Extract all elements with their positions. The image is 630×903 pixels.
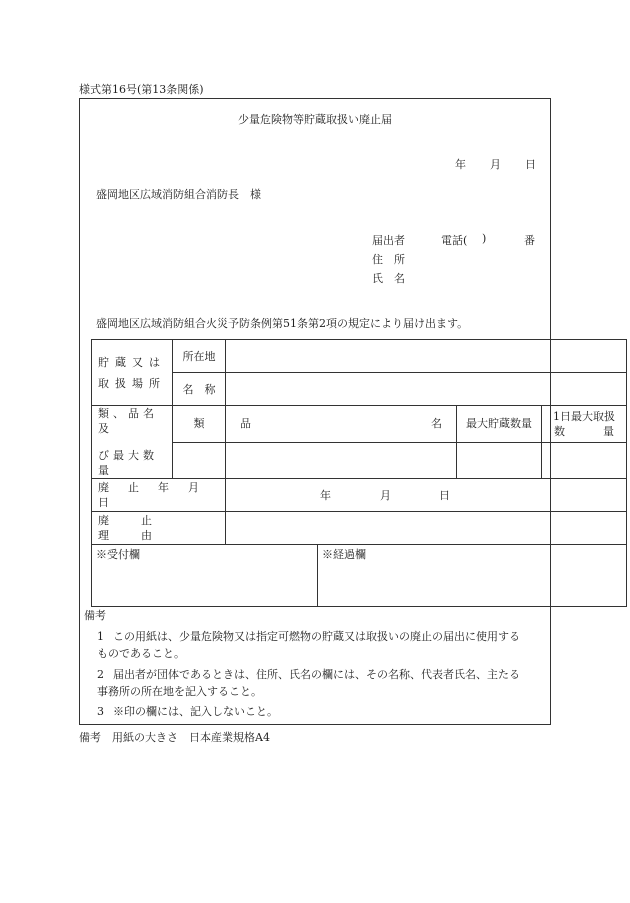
note-3-number: 3 [97, 705, 104, 718]
col-item-header [226, 406, 457, 443]
abolish-year: 年 [320, 488, 331, 502]
date-year-label: 年 [455, 158, 466, 171]
note-1-line2: ものであること。 [97, 647, 185, 660]
statement: 盛岡地区広域消防組合火災予防条例第51条第2項の規定により届け出ます。 [96, 317, 469, 330]
address-label: 住 所 [372, 253, 405, 266]
phone-suffix: 番 [524, 234, 535, 247]
col-daily-char-a: 数 [554, 424, 565, 438]
name-label: 氏 名 [372, 272, 405, 285]
abolish-reason-label-text: 廃止理由 [98, 514, 184, 542]
note-2-line2: 事務所の所在地を記入すること。 [97, 685, 262, 698]
col-item-char-a: 品 [240, 417, 251, 431]
storage-place-header [92, 340, 173, 406]
notes-heading: 備考 [84, 609, 106, 622]
abolish-day: 日 [439, 488, 450, 502]
note-3-line1: ※印の欄には、記入しないこと。 [113, 705, 278, 718]
location-label: 所在地 [173, 340, 226, 373]
applicant-label: 届出者 [372, 234, 405, 247]
application-table [91, 339, 627, 607]
note-1-number: 1 [97, 630, 104, 643]
facility-name-label: 名 称 [173, 373, 226, 406]
class-value[interactable] [173, 442, 226, 479]
reception-label: ※受付欄 [96, 548, 140, 561]
location-value[interactable] [226, 340, 627, 373]
form-number: 様式第16号(第13条関係) [79, 83, 204, 96]
category-line1: 類、品名及 [98, 407, 158, 435]
category-line2: び最大数量 [98, 449, 158, 477]
progress-box [318, 545, 627, 607]
col-daily-char-b: 量 [603, 424, 614, 438]
phone-label: 電話( [441, 234, 468, 247]
reception-box [92, 545, 318, 607]
progress-label: ※経過欄 [322, 548, 366, 561]
abolish-reason-label [92, 512, 226, 545]
paper-size-footer: 備考 用紙の大きさ 日本産業規格A4 [79, 731, 270, 744]
abolish-reason-value[interactable] [226, 512, 627, 545]
storage-place-line1: 貯蔵又は [98, 355, 166, 369]
col-class-header: 類 [173, 406, 226, 443]
storage-place-line2: 取扱場所 [98, 376, 166, 390]
col-item-char-b: 名 [431, 417, 442, 431]
item-value[interactable] [226, 442, 457, 479]
col-daily-line1: 1日最大取扱 [553, 409, 615, 423]
date-month-label: 月 [490, 158, 501, 171]
addressee: 盛岡地区広域消防組合消防長 様 [96, 188, 261, 201]
form-title: 少量危険物等貯蔵取扱い廃止届 [238, 113, 392, 126]
note-1-line1: この用紙は、少量危険物又は指定可燃物の貯蔵又は取扱いの廃止の届出に使用する [113, 630, 520, 643]
abolish-month: 月 [380, 488, 391, 502]
phone-close: ) [482, 232, 487, 245]
abolish-date-text [92, 480, 225, 510]
max-storage-value[interactable] [457, 442, 542, 479]
col-daily-max-header [542, 406, 627, 443]
abolish-date-value[interactable] [226, 479, 627, 512]
date-day-label: 日 [525, 158, 536, 171]
abolish-date-label-text: 廃止年月日 [98, 481, 218, 509]
facility-name-value[interactable] [226, 373, 627, 406]
note-2-number: 2 [97, 668, 104, 681]
daily-max-value[interactable] [542, 442, 627, 479]
note-2-line1: 届出者が団体であるときは、住所、氏名の欄には、その名称、代表者氏名、主たる [113, 668, 520, 681]
col-max-storage-header: 最大貯蔵数量 [457, 406, 542, 443]
category-header [92, 406, 173, 479]
abolish-date-label [92, 479, 226, 512]
